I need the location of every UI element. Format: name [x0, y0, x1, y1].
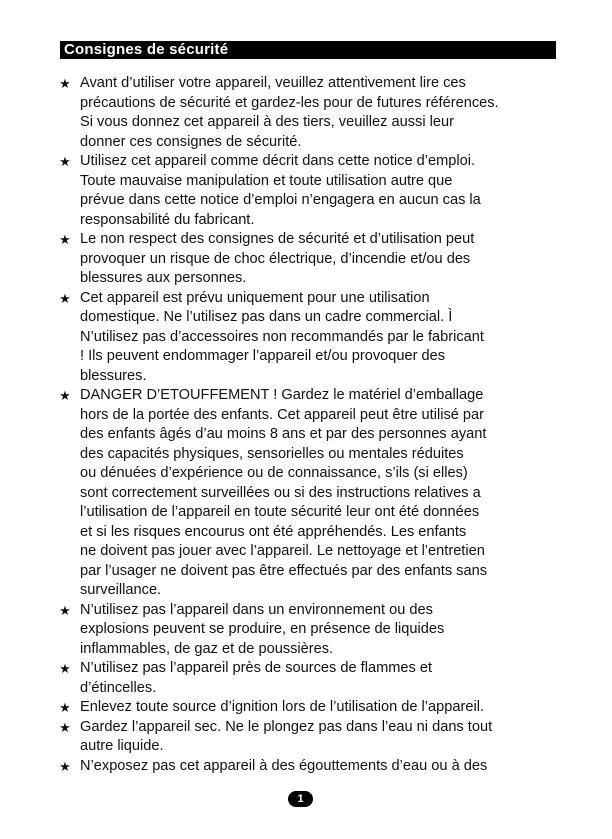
safety-item-text-line: par l’usager ne doivent pas être effectués par des enfants sans	[80, 562, 487, 579]
star-bullet-icon: ★	[59, 719, 71, 735]
safety-item-text-line: explosions peuvent se produire, en présence de liquides	[80, 621, 445, 637]
safety-item-text-line: ne doivent pas jouer avec l’appareil. Le nettoyage et l’entretien	[80, 543, 485, 559]
safety-item-text-line: Avant d’utiliser votre appareil, veuillez attentivement lire ces	[80, 75, 466, 91]
safety-item	[57, 659, 557, 698]
safety-item-text-line: domestique. Ne l’utilisez pas dans un cadre commercial. Ì	[80, 309, 453, 325]
safety-item-text-line: N’utilisez pas l’appareil dans un environnement ou des	[80, 601, 433, 618]
safety-item-text-line: inflammables, de gaz et de poussières.	[80, 640, 334, 657]
section-title: Consignes de sécurité	[60, 41, 556, 59]
page-number: 1	[288, 791, 313, 807]
safety-item-text-line: sont correctement surveillées ou si des instructions relatives a	[80, 484, 481, 501]
safety-item-text-line: responsabilité du fabricant.	[80, 211, 255, 228]
safety-item-text-line: donner ces consignes de sécurité.	[80, 133, 302, 150]
star-bullet-icon: ★	[59, 154, 71, 169]
safety-item-text-line: et si les risques encourus ont été appréhendés. Les enfants	[80, 523, 467, 540]
safety-item-text-line: N’utilisez pas l’appareil près de sources de flammes et	[80, 660, 433, 676]
star-bullet-icon: ★	[59, 700, 71, 715]
safety-item-text-line: Le non respect des consignes de sécurité et d’utilisation peut	[80, 231, 475, 247]
safety-item-text-line: des capacités physiques, sensorielles ou mentales réduites	[80, 445, 464, 462]
star-bullet-icon: ★	[59, 76, 71, 91]
safety-item-text-line: N’exposez pas cet appareil à des égouttements d’eau ou à des	[80, 757, 488, 774]
star-bullet-icon: ★	[59, 290, 71, 306]
safety-item	[57, 757, 557, 777]
safety-item-text-line: des enfants âgés d’au moins 8 ans et par des personnes ayant	[80, 426, 487, 442]
star-bullet-icon: ★	[59, 232, 71, 247]
star-bullet-icon: ★	[59, 602, 71, 618]
safety-item-text-line: N’utilisez pas d’accessoires non recommandés par le fabricant	[80, 328, 484, 345]
safety-instructions-list	[57, 74, 557, 776]
safety-item-text-line: blessures aux personnes.	[80, 270, 247, 286]
safety-item-text-line: Utilisez cet appareil comme décrit dans cette notice d’emploi.	[80, 153, 476, 169]
safety-item	[57, 698, 557, 718]
star-bullet-icon: ★	[59, 661, 71, 676]
star-bullet-icon: ★	[59, 388, 71, 403]
safety-item-text-line: précautions de sécurité et gardez-les pour de futures références.	[80, 94, 499, 111]
safety-item-text-line: Si vous donnez cet appareil à des tiers, veuillez aussi leur	[80, 114, 454, 130]
safety-item-text-line: prévue dans cette notice d’emploi n’engagera en aucun cas la	[80, 192, 481, 208]
safety-item	[57, 74, 557, 152]
star-bullet-icon: ★	[59, 758, 71, 774]
safety-item	[57, 230, 557, 289]
safety-item	[57, 152, 557, 230]
safety-item-text-line: ou dénuées d’expérience ou de connaissance, s’ils (si elles)	[80, 465, 468, 481]
safety-item-text-line: Enlevez toute source d’ignition lors de l’utilisation de l’appareil.	[80, 699, 484, 715]
safety-item-text-line: surveillance.	[80, 582, 162, 598]
safety-item-text-line: blessures.	[80, 367, 147, 384]
safety-item-text-line: autre liquide.	[80, 738, 164, 754]
safety-item-text-line: Toute mauvaise manipulation et toute utilisation autre que	[80, 172, 453, 189]
safety-item-text-line: l’utilisation de l’appareil en toute sécurité leur ont été données	[80, 504, 480, 520]
safety-item-text-line: Gardez l’appareil sec. Ne le plongez pas dans l’eau ni dans tout	[80, 718, 493, 735]
safety-item-text-line: Cet appareil est prévu uniquement pour une utilisation	[80, 289, 430, 306]
safety-item	[57, 718, 557, 757]
safety-item-text-line: ! Ils peuvent endommager l’appareil et/ou provoquer des	[80, 348, 446, 364]
safety-item-text-line: hors de la portée des enfants. Cet appareil peut être utilisé par	[80, 406, 485, 423]
safety-item	[57, 601, 557, 660]
safety-item-text-line: provoquer un risque de choc électrique, d’incendie et/ou des	[80, 250, 471, 267]
safety-item-text-line: d’étincelles.	[80, 679, 157, 696]
safety-item	[57, 386, 557, 601]
safety-item	[57, 289, 557, 387]
safety-item-text-line: DANGER D’ETOUFFEMENT ! Gardez le matériel d’emballage	[80, 387, 484, 403]
